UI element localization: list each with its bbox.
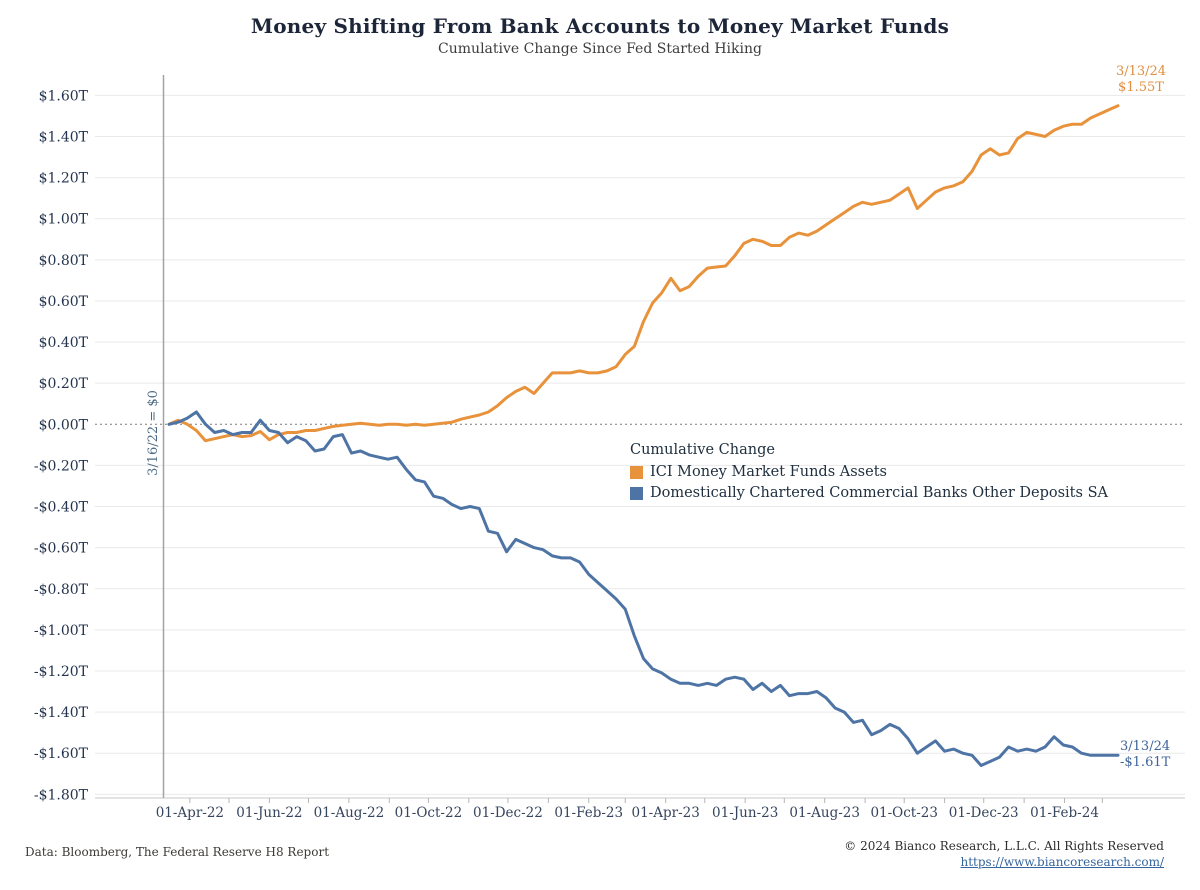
- mmf-line-series: [169, 106, 1118, 441]
- baseline-annotation: 3/16/22 = $0: [146, 390, 161, 476]
- deposits-end-date: 3/13/24: [1120, 739, 1171, 754]
- legend-item-label: ICI Money Market Funds Assets: [650, 464, 887, 480]
- deposits-end-annotation: [1120, 739, 1170, 771]
- y-axis-tick-label: -$1.40T: [33, 705, 88, 722]
- page-title: Money Shifting From Bank Accounts to Money Market Funds: [250, 14, 950, 38]
- y-axis-tick-label: $0.00T: [38, 417, 88, 434]
- x-axis-tick-label: 01-Aug-23: [789, 805, 860, 821]
- y-axis-tick-label: -$0.60T: [33, 540, 88, 557]
- x-axis-tick-label: 01-Aug-22: [313, 805, 385, 821]
- y-axis-tick-label: -$1.60T: [33, 746, 88, 763]
- legend-item-mmf: [630, 462, 1108, 483]
- deposits-end-value: -$1.61T: [1120, 755, 1171, 770]
- y-axis-tick-label: -$0.80T: [33, 581, 88, 598]
- page-subtitle: Cumulative Change Since Fed Started Hiking: [438, 41, 762, 57]
- legend-item-deposits: [630, 483, 1108, 504]
- x-axis-tick-label: 01-Dec-22: [472, 805, 543, 821]
- copyright-block: [844, 838, 1164, 870]
- deposits-swatch: [630, 487, 643, 500]
- mmf-end-date: 3/13/24: [1115, 64, 1167, 79]
- y-axis-tick-label: -$1.80T: [33, 787, 88, 804]
- x-axis-tick-label: 01-Oct-22: [394, 805, 463, 821]
- legend-title: Cumulative Change: [630, 442, 775, 458]
- y-axis-tick-label: -$1.00T: [33, 622, 88, 639]
- bianco-research-link[interactable]: https://www.biancoresearch.com/: [960, 855, 1164, 869]
- y-axis-tick-label: $1.60T: [38, 88, 88, 105]
- x-axis-tick-label: 01-Dec-23: [948, 805, 1019, 821]
- legend-item-label: Domestically Chartered Commercial Banks Other Deposits SA: [650, 485, 1108, 501]
- chart-legend: [630, 440, 1108, 504]
- x-axis-tick-label: 01-Jun-22: [236, 805, 303, 821]
- y-axis-tick-label: -$0.40T: [33, 499, 88, 516]
- mmf-end-value: $1.55T: [1118, 80, 1164, 95]
- data-source-note: Data: Bloomberg, The Federal Reserve H8 Report: [25, 845, 330, 859]
- y-axis-tick-label: $1.40T: [38, 129, 88, 146]
- y-axis-tick-label: $1.00T: [38, 211, 88, 228]
- y-axis-tick-label: $1.20T: [38, 170, 88, 187]
- x-axis-tick-label: 01-Apr-23: [631, 805, 700, 821]
- x-axis-tick-label: 01-Feb-24: [1030, 805, 1099, 821]
- y-axis-tick-label: -$0.20T: [33, 458, 88, 475]
- x-axis-tick-label: 01-Feb-23: [554, 805, 624, 821]
- y-axis-tick-label: $0.20T: [38, 376, 88, 393]
- y-axis-tick-label: -$1.20T: [33, 663, 88, 680]
- y-axis-tick-label: $0.40T: [38, 335, 88, 352]
- y-axis-tick-label: $0.60T: [38, 293, 88, 310]
- x-axis-tick-label: 01-Oct-23: [870, 805, 938, 821]
- mmf-swatch: [630, 466, 643, 479]
- x-axis-tick-label: 01-Apr-22: [155, 805, 225, 821]
- mmf-end-annotation: [1106, 64, 1176, 96]
- copyright-text: © 2024 Bianco Research, L.L.C. All Rights Reserved: [844, 839, 1164, 853]
- x-axis-tick-label: 01-Jun-23: [712, 805, 779, 821]
- y-axis-tick-label: $0.80T: [38, 252, 88, 269]
